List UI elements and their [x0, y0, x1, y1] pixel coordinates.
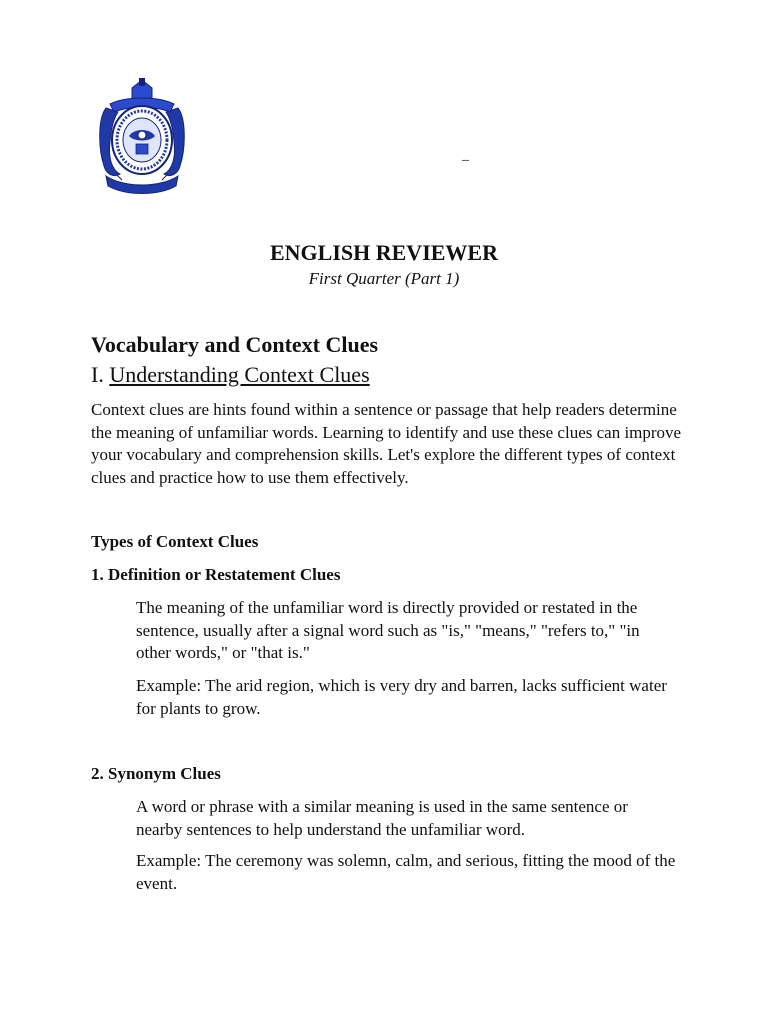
school-seal-icon — [96, 78, 188, 196]
header-mark: _ — [462, 148, 469, 163]
subsection-title: Understanding Context Clues — [109, 362, 370, 387]
document-title: ENGLISH REVIEWER — [269, 240, 498, 265]
subsection-number: I. — [91, 362, 104, 387]
intro-paragraph: Context clues are hints found within a sentence or passage that help readers determine the meaning of unfamiliar words. Learning to identify and use these clues can improve your vocabulary and comprehension skills. Let's explore the different types of context clues and practice how to use them effectively. — [91, 400, 682, 487]
types-heading: Types of Context Clues — [91, 532, 259, 551]
definition-clue-description: The meaning of the unfamiliar word is directly provided or restated in the sentence, usually after a signal word such as "is," "means," "refers to," "in other words," or "that is." — [136, 598, 640, 662]
section-heading: Vocabulary and Context Clues — [91, 332, 379, 357]
synonym-clue-description: A word or phrase with a similar meaning is used in the same sentence or nearby sentences to help understand the unfamiliar word. — [136, 797, 628, 839]
synonym-clue-heading: 2. Synonym Clues — [91, 764, 221, 783]
definition-clue-heading: 1. Definition or Restatement Clues — [91, 565, 341, 584]
subsection-heading — [91, 362, 370, 388]
synonym-clue-example: Example: The ceremony was solemn, calm, and serious, fitting the mood of the event. — [136, 851, 676, 893]
document-subtitle: First Quarter (Part 1) — [308, 269, 460, 288]
definition-clue-example: Example: The arid region, which is very dry and barren, lacks sufficient water for plants to grow. — [136, 676, 667, 718]
